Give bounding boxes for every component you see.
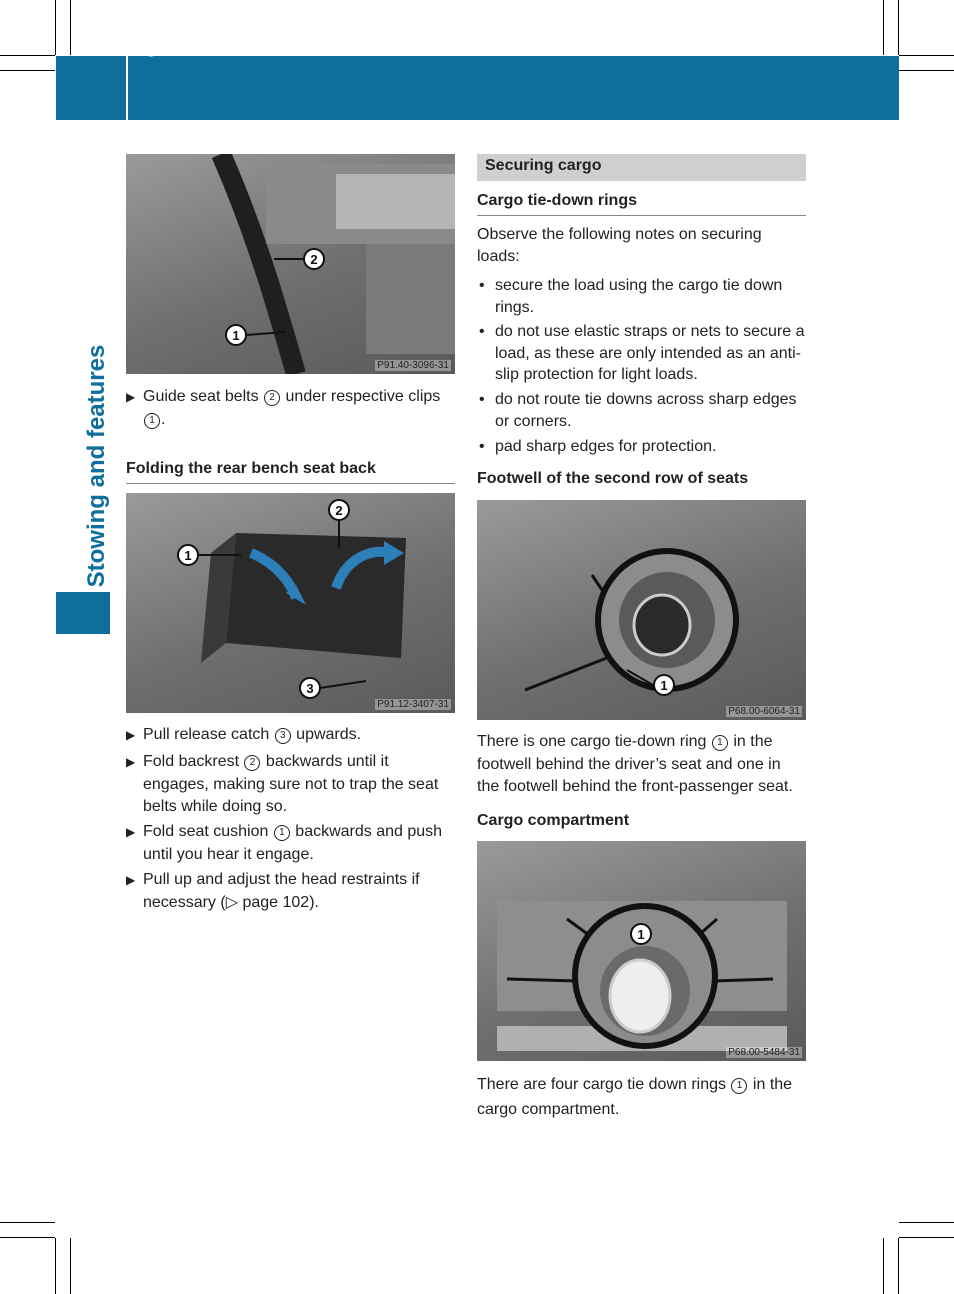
callout-label: 1 [232,328,240,343]
list-item-text: do not use elastic straps or nets to secure a load, as these are only intended as an anti-slip protection for light loads. [495,323,805,383]
crop-mark [899,70,954,71]
bullet-dot-icon: • [479,277,485,294]
subsection-heading: Cargo compartment [477,812,630,829]
body-text: in the cargo compartment. [477,1076,793,1118]
callout-label: 2 [335,503,343,518]
body-text: There is one cargo tie-down ring [477,733,711,750]
instruction-step [126,751,455,819]
list-item-text: pad sharp edges for protection. [495,438,717,455]
callout-ref: 1 [731,1078,747,1094]
page-header [56,56,899,120]
seat-belt-illustration [126,154,455,374]
callout-ref: 1 [274,825,290,841]
page-reference-link[interactable]: ▷ page 102 [225,893,310,911]
callout-label: 1 [637,927,645,942]
callout-ref: 2 [264,390,280,406]
callout-label: 3 [306,681,314,696]
page-number: 272 [28,40,55,57]
instruction-step [126,724,455,747]
crop-mark [55,0,56,55]
image-code: P91.40-3096-31 [377,360,449,371]
crop-mark [883,0,884,55]
step-text: ). [309,893,319,911]
bullet-dot-icon: • [479,438,485,455]
crop-mark [898,0,899,55]
step-text: . [161,410,166,428]
step-arrow-icon: ▶ [126,728,136,742]
step-arrow-icon: ▶ [126,825,136,839]
instruction-step [126,386,455,431]
callout-ref: 3 [275,728,291,744]
seat-belt-clip-photo [126,154,455,374]
callout-ref: 1 [144,413,160,429]
step-text: Guide seat belts [143,388,264,405]
step-text: Fold backrest [143,753,244,770]
cargo-compartment-photo [477,841,806,1061]
bench-seat-photo [126,493,455,713]
step-text: Pull release catch [143,726,274,743]
footwell-illustration [477,500,806,720]
bullet-dot-icon: • [479,323,485,340]
list-item-text: do not route tie downs across sharp edges or corners. [495,391,797,430]
callout-label: 1 [184,548,192,563]
heading-rule [126,483,455,484]
crop-mark [899,1222,954,1223]
subsection-heading: Cargo tie-down rings [477,192,637,209]
body-text: There are four cargo tie down rings [477,1076,731,1093]
crop-mark [0,1237,55,1238]
section-bar-title: Securing cargo [485,157,602,174]
crop-mark [898,1238,899,1294]
crop-mark [0,70,55,71]
crop-mark [70,0,71,55]
step-arrow-icon: ▶ [126,873,136,887]
section-title: Stowage areas [83,34,231,57]
callout-label: 1 [660,678,668,693]
cargo-compartment-illustration [477,841,806,1061]
subsection-heading: Footwell of the second row of seats [477,470,749,487]
callout-ref: 2 [244,755,260,771]
list-item-text: secure the load using the cargo tie down rings. [495,277,783,316]
sidebar-tab [56,592,110,634]
list-item [479,436,806,458]
list-item [479,389,806,432]
crop-mark [0,1222,55,1223]
step-arrow-icon: ▶ [126,755,136,769]
image-code: P91.12-3407-31 [377,699,449,710]
step-text: backwards until it engages, making sure not to trap the seat belts while doing so. [143,753,439,815]
crop-mark [899,1237,954,1238]
heading-rule [477,215,806,216]
section-bar [477,154,806,181]
bench-seat-illustration [126,493,455,713]
crop-mark [55,1238,56,1294]
instruction-step [126,869,455,914]
step-arrow-icon: ▶ [126,390,136,404]
list-item [479,321,806,386]
instruction-step [126,821,455,866]
crop-mark [883,1238,884,1294]
step-text: upwards. [291,726,362,743]
footwell-photo [477,500,806,720]
body-text: in the footwell behind the driver’s seat and one in the footwell behind the front-passenger seat. [477,733,793,795]
intro-text: Observe the following notes on securing loads: [477,226,762,265]
footwell-text [477,731,806,799]
chapter-title: Stowing and features [83,344,110,588]
callout-label: 2 [310,252,318,267]
step-text: backwards and push until you hear it engage. [143,823,443,863]
header-separator [126,56,128,120]
cargo-text [477,1072,806,1122]
crop-mark [899,55,954,56]
crop-mark [70,1238,71,1294]
bullet-dot-icon: • [479,391,485,408]
image-code: P68.00-5484-31 [728,1047,800,1058]
subsection-heading: Folding the rear bench seat back [126,460,376,477]
step-text: under respective clips [281,388,441,405]
callout-ref: 1 [712,735,728,751]
image-code: P68.00-6064-31 [728,706,800,717]
list-item [479,275,806,318]
step-text: Fold seat cushion [143,823,273,840]
step-text: Pull up and adjust the head restraints if necessary ( [143,871,420,911]
